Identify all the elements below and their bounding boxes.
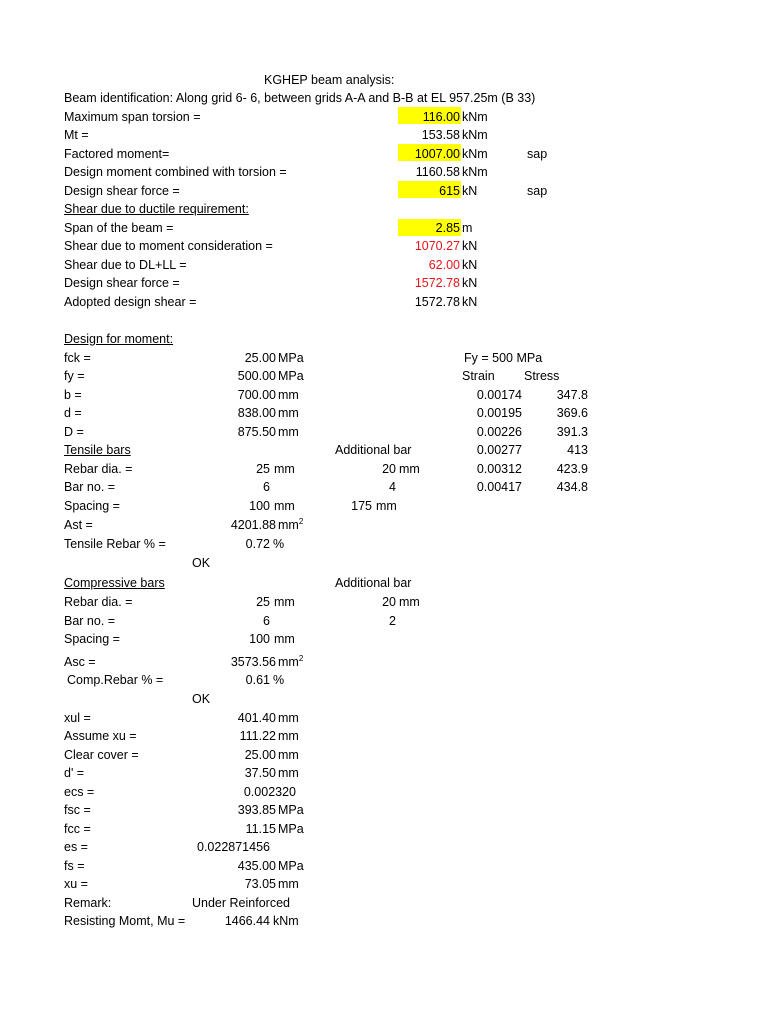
steel-strain: 0.00174 (476, 388, 522, 402)
section-heading: Shear due to ductile requirement: (64, 202, 249, 216)
steel-stress: 391.3 (556, 425, 588, 439)
label: Rebar dia. = (64, 462, 133, 476)
unit: mm (278, 388, 299, 402)
label: Design shear force = (64, 184, 180, 198)
unit: kNm (462, 128, 488, 142)
check-ok: OK (192, 692, 211, 706)
unit: kN (462, 184, 478, 198)
steel-strain: 0.00417 (476, 480, 522, 494)
unit: % (273, 537, 285, 551)
check-ok: OK (192, 556, 211, 570)
label: Asc = (64, 655, 96, 669)
label: Assume xu = (64, 729, 137, 743)
steel-stress: 347.8 (556, 388, 588, 402)
value: 6 (263, 614, 270, 628)
value: 3573.56 (230, 655, 276, 669)
value: 25 (256, 595, 270, 609)
steel-strain: 0.00195 (476, 406, 522, 420)
value: 615 (439, 184, 460, 198)
unit: mm (399, 595, 420, 609)
label: Maximum span torsion = (64, 110, 201, 124)
label: xul = (64, 711, 91, 725)
resisting-moment-label: Resisting Momt, Mu = (64, 914, 186, 928)
value: 111.22 (239, 729, 276, 743)
value: 37.50 (244, 766, 276, 780)
label: fck = (64, 351, 91, 365)
value: 700.00 (237, 388, 276, 402)
value: 1572.78 (414, 276, 460, 290)
value: 62.00 (428, 258, 460, 272)
label: d' = (64, 766, 85, 780)
value: 100 (249, 632, 270, 646)
unit: mm (274, 499, 295, 513)
unit: kNm (462, 165, 488, 179)
unit-text: mm (278, 518, 299, 532)
unit: m (462, 221, 473, 235)
unit: mm (278, 766, 299, 780)
label: d = (64, 406, 82, 420)
unit: $mm^2$ (278, 653, 304, 669)
steel-table-title: Fy = 500 MPa (464, 351, 543, 365)
value: 500.00 (237, 369, 276, 383)
label: Design moment combined with torsion = (64, 165, 287, 179)
unit: % (273, 673, 285, 687)
value: 153.58 (421, 128, 460, 142)
unit: MPa (278, 859, 304, 873)
value: 20 (382, 462, 396, 476)
label: Design shear force = (64, 276, 180, 290)
unit: mm (274, 462, 295, 476)
page-title: KGHEP beam analysis: (264, 73, 395, 87)
label: Shear due to moment consideration = (64, 239, 273, 253)
section-heading: Tensile bars (64, 443, 131, 457)
value: 20 (382, 595, 396, 609)
value: 2.85 (435, 221, 460, 235)
unit: mm (278, 425, 299, 439)
value: 11.15 (245, 822, 276, 836)
unit: kNm (462, 110, 488, 124)
beam-identification: Beam identification: Along grid 6- 6, between grids A-A and B-B at EL 957.25m (B 33) (64, 91, 536, 105)
additional-bar-heading: Additional bar (335, 443, 412, 457)
value: 401.40 (237, 711, 276, 725)
unit: mm (278, 406, 299, 420)
additional-bar-heading: Additional bar (335, 576, 412, 590)
value: 4201.88 (230, 518, 276, 532)
unit: mm (274, 595, 295, 609)
value: 0.022871456 (197, 840, 270, 854)
value: 25.00 (244, 748, 276, 762)
unit: kNm (462, 147, 488, 161)
unit: mm (399, 462, 420, 476)
unit: mm (376, 499, 397, 513)
label: fcc = (64, 822, 91, 836)
remark-value: Under Reinforced (192, 896, 290, 910)
value: 1007.00 (414, 147, 460, 161)
label: es = (64, 840, 88, 854)
label: Comp.Rebar % = (67, 673, 164, 687)
label: Spacing = (64, 632, 120, 646)
value: 73.05 (244, 877, 276, 891)
label: fsc = (64, 803, 91, 817)
unit: kNm (273, 914, 299, 928)
label: Factored moment= (64, 147, 170, 161)
unit: mm (278, 748, 299, 762)
steel-strain: 0.00226 (476, 425, 522, 439)
unit: kN (462, 276, 478, 290)
unit: MPa (278, 369, 304, 383)
label: Spacing = (64, 499, 120, 513)
value: 0.72 (245, 537, 270, 551)
steel-stress: 413 (567, 443, 588, 457)
label: Ast = (64, 518, 93, 532)
unit: mm (278, 711, 299, 725)
value: 0.002320 (243, 785, 296, 799)
value: 4 (389, 480, 396, 494)
unit: MPa (278, 351, 304, 365)
value: 6 (263, 480, 270, 494)
value: 435.00 (237, 859, 276, 873)
value: 1160.58 (415, 165, 460, 179)
unit: kN (462, 295, 478, 309)
label: Rebar dia. = (64, 595, 133, 609)
value: 116.00 (422, 110, 460, 124)
unit: MPa (278, 803, 304, 817)
value: 1070.27 (414, 239, 460, 253)
value: 1572.78 (414, 295, 460, 309)
unit: $mm^2$ (278, 516, 304, 532)
steel-table-stress-header: Stress (524, 369, 560, 383)
unit-text: mm (278, 655, 299, 669)
steel-stress: 369.6 (556, 406, 588, 420)
note: sap (527, 184, 548, 198)
label: Bar no. = (64, 614, 116, 628)
value: 393.85 (237, 803, 276, 817)
unit: kN (462, 239, 478, 253)
label: Shear due to DL+LL = (64, 258, 187, 272)
unit: MPa (278, 822, 304, 836)
value: 175 (351, 499, 372, 513)
label: xu = (64, 877, 88, 891)
steel-table-strain-header: Strain (462, 369, 495, 383)
unit: mm (278, 877, 299, 891)
value: 838.00 (237, 406, 276, 420)
label: b = (64, 388, 82, 402)
label: Adopted design shear = (64, 295, 197, 309)
value: 25.00 (244, 351, 276, 365)
steel-strain: 0.00312 (476, 462, 522, 476)
section-heading: Design for moment: (64, 332, 174, 346)
resisting-moment-value: 1466.44 (224, 914, 270, 928)
label: Span of the beam = (64, 221, 174, 235)
remark-label: Remark: (64, 896, 112, 910)
unit: mm (278, 729, 299, 743)
label: Clear cover = (64, 748, 139, 762)
label: Bar no. = (64, 480, 116, 494)
value: 0.61 (245, 673, 270, 687)
value: 100 (249, 499, 270, 513)
unit: mm (274, 632, 295, 646)
label: fy = (64, 369, 85, 383)
section-heading: Compressive bars (64, 576, 165, 590)
unit: kN (462, 258, 478, 272)
steel-strain: 0.00277 (476, 443, 522, 457)
value: 875.50 (237, 425, 276, 439)
label: fs = (64, 859, 85, 873)
label: Mt = (64, 128, 89, 142)
label: D = (64, 425, 84, 439)
value: 25 (256, 462, 270, 476)
steel-stress: 423.9 (556, 462, 588, 476)
value: 2 (389, 614, 396, 628)
label: ecs = (64, 785, 95, 799)
steel-stress: 434.8 (556, 480, 588, 494)
note: sap (527, 147, 548, 161)
label: Tensile Rebar % = (64, 537, 166, 551)
